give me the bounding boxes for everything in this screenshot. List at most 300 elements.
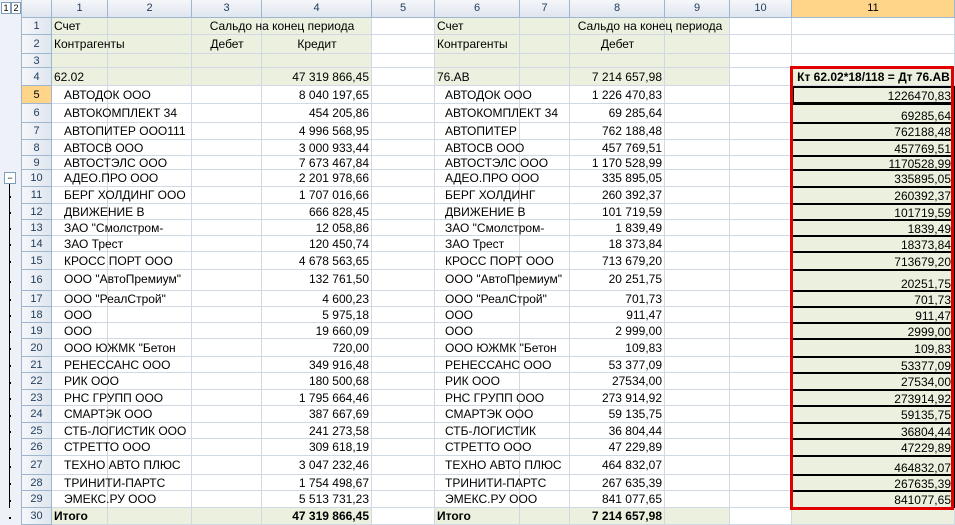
grid-cell[interactable] (372, 156, 435, 170)
right-debit-value[interactable]: 1 839,49 (570, 220, 665, 236)
grid-cell[interactable] (730, 373, 792, 390)
grid-cell[interactable] (665, 491, 730, 508)
left-credit-value[interactable]: 120 450,74 (262, 236, 372, 252)
left-contractor-name[interactable]: ООО (52, 323, 192, 339)
grid-cell[interactable] (730, 323, 792, 339)
column-header[interactable]: 4 (262, 0, 372, 18)
grid-cell[interactable] (730, 339, 792, 357)
calc-value[interactable]: 841077,65 (792, 491, 955, 508)
grid-cell[interactable] (192, 68, 262, 86)
grid-cell[interactable] (372, 475, 435, 491)
left-total-label[interactable]: Итого (52, 508, 192, 525)
calc-value[interactable]: 464832,07 (792, 456, 955, 475)
grid-cell[interactable] (372, 54, 435, 68)
row-header[interactable]: 23 (22, 390, 52, 406)
right-contractor-name[interactable]: КРОСС ПОРТ ООО (435, 252, 570, 270)
grid-cell[interactable] (192, 291, 262, 307)
row-header[interactable]: 22 (22, 373, 52, 390)
grid-cell[interactable] (730, 140, 792, 156)
calc-value[interactable]: 69285,64 (792, 104, 955, 123)
row-header[interactable]: 20 (22, 339, 52, 357)
left-credit-value[interactable]: 349 916,48 (262, 357, 372, 373)
calc-value[interactable]: 20251,75 (792, 270, 955, 291)
grid-cell[interactable] (730, 68, 792, 86)
outline-collapse-button[interactable]: − (4, 172, 16, 184)
grid-cell[interactable] (192, 104, 262, 123)
grid-cell[interactable] (730, 423, 792, 439)
grid-cell[interactable] (372, 170, 435, 187)
right-contractor-name[interactable]: АДЕО.ПРО ООО (435, 170, 570, 187)
left-credit-value[interactable]: 12 058,86 (262, 220, 372, 236)
grid-cell[interactable] (372, 291, 435, 307)
left-credit-value[interactable]: 3 047 232,46 (262, 456, 372, 475)
grid-cell[interactable] (665, 373, 730, 390)
grid-cell[interactable] (192, 339, 262, 357)
left-credit-value[interactable]: 4 600,23 (262, 291, 372, 307)
right-header-debit[interactable]: Дебет (570, 35, 665, 54)
right-contractor-name[interactable]: АВТОСТЭЛС ООО (435, 156, 570, 170)
calc-value[interactable]: 267635,39 (792, 475, 955, 491)
right-header-contractors[interactable]: Контрагенты (435, 35, 570, 54)
left-account-code[interactable]: 62.02 (52, 68, 192, 86)
right-debit-value[interactable]: 464 832,07 (570, 456, 665, 475)
left-contractor-name[interactable]: АВТОДОК ООО (52, 86, 192, 104)
grid-cell[interactable] (792, 54, 955, 68)
row-header[interactable]: 15 (22, 252, 52, 270)
row-header[interactable]: 25 (22, 423, 52, 439)
row-header[interactable]: 27 (22, 456, 52, 475)
right-debit-value[interactable]: 36 804,44 (570, 423, 665, 439)
right-debit-value[interactable]: 69 285,64 (570, 104, 665, 123)
left-credit-value[interactable]: 7 673 467,84 (262, 156, 372, 170)
right-debit-value[interactable]: 273 914,92 (570, 390, 665, 406)
grid-cell[interactable] (372, 35, 435, 54)
grid-cell[interactable] (665, 291, 730, 307)
left-credit-value[interactable]: 180 500,68 (262, 373, 372, 390)
grid-cell[interactable] (665, 187, 730, 204)
left-credit-value[interactable]: 1 795 664,46 (262, 390, 372, 406)
grid-cell[interactable] (665, 423, 730, 439)
right-debit-value[interactable]: 457 769,51 (570, 140, 665, 156)
row-header[interactable]: 24 (22, 406, 52, 423)
grid-cell[interactable] (192, 439, 262, 456)
select-all-corner[interactable] (22, 0, 52, 18)
right-header-balance[interactable]: Сальдо на конец периода (570, 18, 730, 35)
right-contractor-name[interactable]: ООО ЮЖМК "Бетон (435, 339, 570, 357)
left-contractor-name[interactable]: ДВИЖЕНИЕ В (52, 204, 192, 220)
grid-cell[interactable] (730, 456, 792, 475)
right-contractor-name[interactable]: РИК ООО (435, 373, 570, 390)
grid-cell[interactable] (372, 373, 435, 390)
row-header[interactable]: 2 (22, 35, 52, 54)
left-contractor-name[interactable]: ТРИНИТИ-ПАРТС (52, 475, 192, 491)
right-debit-value[interactable]: 47 229,89 (570, 439, 665, 456)
grid-cell[interactable] (372, 140, 435, 156)
calc-value[interactable]: 273914,92 (792, 390, 955, 406)
row-header[interactable]: 16 (22, 270, 52, 291)
calc-value[interactable]: 762188,48 (792, 123, 955, 140)
grid-cell[interactable] (665, 35, 730, 54)
left-account-total[interactable]: 47 319 866,45 (262, 68, 372, 86)
left-credit-value[interactable]: 4 996 568,95 (262, 123, 372, 140)
left-credit-value[interactable]: 720,00 (262, 339, 372, 357)
grid-cell[interactable] (372, 220, 435, 236)
row-header[interactable]: 19 (22, 323, 52, 339)
grid-cell[interactable] (372, 323, 435, 339)
left-contractor-name[interactable]: ЗАО Трест (52, 236, 192, 252)
grid-cell[interactable] (192, 123, 262, 140)
right-total-value[interactable]: 7 214 657,98 (570, 508, 665, 525)
left-contractor-name[interactable]: ТЕХНО АВТО ПЛЮС (52, 456, 192, 475)
grid-cell[interactable] (730, 390, 792, 406)
grid-cell[interactable] (665, 357, 730, 373)
grid-cell[interactable] (730, 508, 792, 525)
grid-cell[interactable] (192, 140, 262, 156)
right-contractor-name[interactable]: ООО "АвтоПремиум" (435, 270, 570, 291)
grid-cell[interactable] (730, 187, 792, 204)
left-contractor-name[interactable]: АВТОСВ ООО (52, 140, 192, 156)
row-header[interactable]: 6 (22, 104, 52, 123)
right-contractor-name[interactable]: ООО (435, 323, 570, 339)
row-header[interactable]: 3 (22, 54, 52, 68)
right-debit-value[interactable]: 53 377,09 (570, 357, 665, 373)
right-contractor-name[interactable]: БЕРГ ХОЛДИНГ (435, 187, 570, 204)
column-header[interactable]: 5 (372, 0, 435, 18)
calc-value[interactable]: 260392,37 (792, 187, 955, 204)
grid-cell[interactable] (372, 252, 435, 270)
grid-cell[interactable] (372, 68, 435, 86)
left-contractor-name[interactable]: АВТОКОМПЛЕКТ 34 (52, 104, 192, 123)
right-debit-value[interactable]: 59 135,75 (570, 406, 665, 423)
grid-cell[interactable] (372, 390, 435, 406)
column-header[interactable]: 11 (792, 0, 955, 18)
grid-cell[interactable] (665, 123, 730, 140)
right-debit-value[interactable]: 101 719,59 (570, 204, 665, 220)
left-contractor-name[interactable]: ЗАО "Смолстром- (52, 220, 192, 236)
grid-cell[interactable] (730, 491, 792, 508)
grid-cell[interactable] (192, 156, 262, 170)
row-header[interactable]: 28 (22, 475, 52, 491)
grid-cell[interactable] (372, 236, 435, 252)
grid-cell[interactable] (192, 54, 262, 68)
calc-value[interactable]: 59135,75 (792, 406, 955, 423)
right-contractor-name[interactable]: ООО "РеалСтрой" (435, 291, 570, 307)
left-credit-value[interactable]: 5 513 731,23 (262, 491, 372, 508)
grid-cell[interactable] (665, 323, 730, 339)
right-contractor-name[interactable]: ЭМЕКС.РУ ООО (435, 491, 570, 508)
grid-cell[interactable] (192, 187, 262, 204)
left-contractor-name[interactable]: СТБ-ЛОГИСТИК ООО (52, 423, 192, 439)
right-debit-value[interactable]: 267 635,39 (570, 475, 665, 491)
row-header[interactable]: 9 (22, 156, 52, 170)
grid-cell[interactable] (192, 423, 262, 439)
grid-cell[interactable] (665, 252, 730, 270)
grid-cell[interactable] (665, 390, 730, 406)
grid-cell[interactable] (192, 456, 262, 475)
left-header-debit[interactable]: Дебет (192, 35, 262, 54)
left-credit-value[interactable]: 309 618,19 (262, 439, 372, 456)
left-credit-value[interactable]: 1 754 498,67 (262, 475, 372, 491)
grid-cell[interactable] (665, 220, 730, 236)
grid-cell[interactable] (665, 104, 730, 123)
calc-value[interactable]: 109,83 (792, 339, 955, 357)
left-credit-value[interactable]: 8 040 197,65 (262, 86, 372, 104)
row-header[interactable]: 13 (22, 220, 52, 236)
grid-cell[interactable] (665, 86, 730, 104)
row-header[interactable]: 4 (22, 68, 52, 86)
row-header[interactable]: 17 (22, 291, 52, 307)
row-header[interactable]: 12 (22, 204, 52, 220)
left-credit-value[interactable]: 3 000 933,44 (262, 140, 372, 156)
calc-value[interactable]: 2999,00 (792, 323, 955, 339)
right-contractor-name[interactable]: СТРЕТТО ООО (435, 439, 570, 456)
grid-cell[interactable] (730, 252, 792, 270)
grid-cell[interactable] (108, 54, 192, 68)
right-contractor-name[interactable]: АВТОКОМПЛЕКТ 34 (435, 104, 570, 123)
right-contractor-name[interactable]: АВТОПИТЕР (435, 123, 570, 140)
calc-value[interactable]: 27534,00 (792, 373, 955, 390)
left-credit-value[interactable]: 387 667,69 (262, 406, 372, 423)
row-header[interactable]: 21 (22, 357, 52, 373)
grid-cell[interactable] (730, 156, 792, 170)
grid-cell[interactable] (730, 357, 792, 373)
left-credit-value[interactable]: 1 707 016,66 (262, 187, 372, 204)
row-header[interactable]: 30 (22, 508, 52, 525)
grid-cell[interactable] (730, 220, 792, 236)
left-credit-value[interactable]: 5 975,18 (262, 307, 372, 323)
calc-value[interactable]: 18373,84 (792, 236, 955, 252)
grid-cell[interactable] (730, 123, 792, 140)
right-contractor-name[interactable]: ООО (435, 307, 570, 323)
left-contractor-name[interactable]: ООО "РеалСтрой" (52, 291, 192, 307)
calc-value[interactable]: 36804,44 (792, 423, 955, 439)
grid-cell[interactable] (665, 475, 730, 491)
right-debit-value[interactable]: 2 999,00 (570, 323, 665, 339)
column-header[interactable]: 9 (665, 0, 730, 18)
grid-cell[interactable] (665, 456, 730, 475)
grid-cell[interactable] (372, 270, 435, 291)
grid-cell[interactable] (192, 86, 262, 104)
right-contractor-name[interactable]: СТБ-ЛОГИСТИК (435, 423, 570, 439)
column-header[interactable]: 3 (192, 0, 262, 18)
right-contractor-name[interactable]: РНС ГРУПП ООО (435, 390, 570, 406)
grid-cell[interactable] (372, 86, 435, 104)
grid-cell[interactable] (435, 54, 520, 68)
calc-value[interactable]: 101719,59 (792, 204, 955, 220)
row-header[interactable]: 18 (22, 307, 52, 323)
grid-cell[interactable] (372, 439, 435, 456)
outline-level-1-button[interactable]: 1 (1, 2, 11, 14)
left-total-value[interactable]: 47 319 866,45 (262, 508, 372, 525)
calc-value[interactable]: 713679,20 (792, 252, 955, 270)
column-header[interactable]: 7 (520, 0, 570, 18)
row-header[interactable]: 10 (22, 170, 52, 187)
row-header[interactable]: 11 (22, 187, 52, 204)
right-account-code[interactable]: 76.АВ (435, 68, 570, 86)
right-contractor-name[interactable]: АВТОДОК ООО (435, 86, 570, 104)
grid-cell[interactable] (192, 508, 262, 525)
left-contractor-name[interactable]: ООО (52, 307, 192, 323)
grid-cell[interactable] (192, 491, 262, 508)
left-contractor-name[interactable]: ЭМЕКС.РУ ООО (52, 491, 192, 508)
grid-cell[interactable] (372, 187, 435, 204)
right-debit-value[interactable]: 701,73 (570, 291, 665, 307)
grid-cell[interactable] (730, 35, 792, 54)
right-debit-value[interactable]: 260 392,37 (570, 187, 665, 204)
grid-cell[interactable] (730, 170, 792, 187)
grid-cell[interactable] (372, 406, 435, 423)
grid-cell[interactable] (192, 170, 262, 187)
grid-cell[interactable] (792, 18, 955, 35)
left-contractor-name[interactable]: АВТОСТЭЛС ООО (52, 156, 192, 170)
left-header-credit[interactable]: Кредит (262, 35, 372, 54)
grid-cell[interactable] (372, 204, 435, 220)
left-credit-value[interactable]: 241 273,58 (262, 423, 372, 439)
left-contractor-name[interactable]: РИК ООО (52, 373, 192, 390)
row-header[interactable]: 8 (22, 140, 52, 156)
right-debit-value[interactable]: 841 077,65 (570, 491, 665, 508)
grid-cell[interactable] (192, 373, 262, 390)
right-debit-value[interactable]: 1 226 470,83 (570, 86, 665, 104)
column-header[interactable]: 10 (730, 0, 792, 18)
right-contractor-name[interactable]: РЕНЕССАНС ООО (435, 357, 570, 373)
grid-cell[interactable] (730, 18, 792, 35)
right-contractor-name[interactable]: ЗАО Трест (435, 236, 570, 252)
grid-cell[interactable] (730, 291, 792, 307)
grid-cell[interactable] (262, 54, 372, 68)
grid-cell[interactable] (372, 307, 435, 323)
grid-cell[interactable] (730, 54, 792, 68)
left-contractor-name[interactable]: БЕРГ ХОЛДИНГ ООО (52, 187, 192, 204)
calc-value[interactable]: 335895,05 (792, 170, 955, 187)
grid-cell[interactable] (372, 339, 435, 357)
grid-cell[interactable] (192, 220, 262, 236)
grid-cell[interactable] (665, 406, 730, 423)
grid-cell[interactable] (792, 508, 955, 525)
left-contractor-name[interactable]: СМАРТЭК ООО (52, 406, 192, 423)
calc-value[interactable]: 457769,51 (792, 140, 955, 156)
grid-cell[interactable] (372, 104, 435, 123)
grid-cell[interactable] (730, 406, 792, 423)
grid-cell[interactable] (665, 307, 730, 323)
right-contractor-name[interactable]: СМАРТЭК ООО (435, 406, 570, 423)
left-credit-value[interactable]: 2 201 978,66 (262, 170, 372, 187)
left-credit-value[interactable]: 19 660,09 (262, 323, 372, 339)
grid-cell[interactable] (665, 236, 730, 252)
grid-cell[interactable] (372, 123, 435, 140)
right-debit-value[interactable]: 911,47 (570, 307, 665, 323)
calc-value[interactable]: 53377,09 (792, 357, 955, 373)
left-header-contractors[interactable]: Контрагенты (52, 35, 192, 54)
row-header[interactable]: 29 (22, 491, 52, 508)
grid-cell[interactable] (665, 270, 730, 291)
grid-cell[interactable] (192, 307, 262, 323)
right-contractor-name[interactable]: АВТОСВ ООО (435, 140, 570, 156)
grid-cell[interactable] (730, 475, 792, 491)
left-contractor-name[interactable]: ООО "АвтоПремиум" (52, 270, 192, 291)
grid-cell[interactable] (192, 406, 262, 423)
left-contractor-name[interactable]: АВТОПИТЕР ООО111 (52, 123, 192, 140)
right-debit-value[interactable]: 762 188,48 (570, 123, 665, 140)
row-header[interactable]: 7 (22, 123, 52, 140)
left-contractor-name[interactable]: РНС ГРУПП ООО (52, 390, 192, 406)
grid-cell[interactable] (192, 390, 262, 406)
right-debit-value[interactable]: 1 170 528,99 (570, 156, 665, 170)
grid-cell[interactable] (192, 475, 262, 491)
calc-value[interactable]: 911,47 (792, 307, 955, 323)
row-header[interactable]: 14 (22, 236, 52, 252)
calc-column-header[interactable]: Кт 62.02*18/118 = Дт 76.АВ (792, 68, 955, 86)
right-debit-value[interactable]: 27534,00 (570, 373, 665, 390)
grid-cell[interactable] (372, 18, 435, 35)
row-header[interactable]: 1 (22, 18, 52, 35)
grid-cell[interactable] (665, 204, 730, 220)
left-header-balance[interactable]: Сальдо на конец периода (192, 18, 372, 35)
grid-cell[interactable] (730, 86, 792, 104)
right-contractor-name[interactable]: ЗАО "Смолстром- (435, 220, 570, 236)
grid-cell[interactable] (192, 204, 262, 220)
grid-cell[interactable] (665, 170, 730, 187)
left-credit-value[interactable]: 4 678 563,65 (262, 252, 372, 270)
grid-cell[interactable] (665, 54, 730, 68)
grid-cell[interactable] (792, 35, 955, 54)
right-contractor-name[interactable]: ТРИНИТИ-ПАРТС (435, 475, 570, 491)
right-debit-value[interactable]: 18 373,84 (570, 236, 665, 252)
left-contractor-name[interactable]: ООО ЮЖМК "Бетон (52, 339, 192, 357)
grid-cell[interactable] (665, 156, 730, 170)
grid-cell[interactable] (372, 423, 435, 439)
grid-cell[interactable] (372, 456, 435, 475)
left-credit-value[interactable]: 666 828,45 (262, 204, 372, 220)
grid-cell[interactable] (730, 270, 792, 291)
left-contractor-name[interactable]: РЕНЕССАНС ООО (52, 357, 192, 373)
right-debit-value[interactable]: 20 251,75 (570, 270, 665, 291)
right-debit-value[interactable]: 335 895,05 (570, 170, 665, 187)
row-header[interactable]: 5 (22, 86, 52, 104)
grid-cell[interactable] (192, 270, 262, 291)
grid-cell[interactable] (52, 54, 108, 68)
grid-cell[interactable] (730, 439, 792, 456)
calc-value[interactable]: 1839,49 (792, 220, 955, 236)
column-header[interactable]: 2 (108, 0, 192, 18)
grid-cell[interactable] (730, 204, 792, 220)
left-contractor-name[interactable]: КРОСС ПОРТ ООО (52, 252, 192, 270)
left-credit-value[interactable]: 454 205,86 (262, 104, 372, 123)
calc-value[interactable]: 47229,89 (792, 439, 955, 456)
row-header[interactable]: 26 (22, 439, 52, 456)
outline-level-2-button[interactable]: 2 (11, 2, 21, 14)
grid-cell[interactable] (192, 323, 262, 339)
left-contractor-name[interactable]: АДЕО.ПРО ООО (52, 170, 192, 187)
column-header[interactable]: 1 (52, 0, 108, 18)
grid-cell[interactable] (372, 508, 435, 525)
right-debit-value[interactable]: 713 679,20 (570, 252, 665, 270)
grid-cell[interactable] (665, 68, 730, 86)
calc-value[interactable]: 1226470,83 (792, 86, 955, 104)
left-contractor-name[interactable]: СТРЕТТО ООО (52, 439, 192, 456)
left-header-account[interactable]: Счет (52, 18, 192, 35)
grid-cell[interactable] (730, 236, 792, 252)
grid-cell[interactable] (665, 439, 730, 456)
grid-cell[interactable] (730, 104, 792, 123)
grid-cell[interactable] (665, 339, 730, 357)
right-contractor-name[interactable]: ТЕХНО АВТО ПЛЮС (435, 456, 570, 475)
grid-cell[interactable] (192, 236, 262, 252)
grid-cell[interactable] (730, 307, 792, 323)
grid-cell[interactable] (665, 140, 730, 156)
right-header-account[interactable]: Счет (435, 18, 570, 35)
right-total-label[interactable]: Итого (435, 508, 570, 525)
